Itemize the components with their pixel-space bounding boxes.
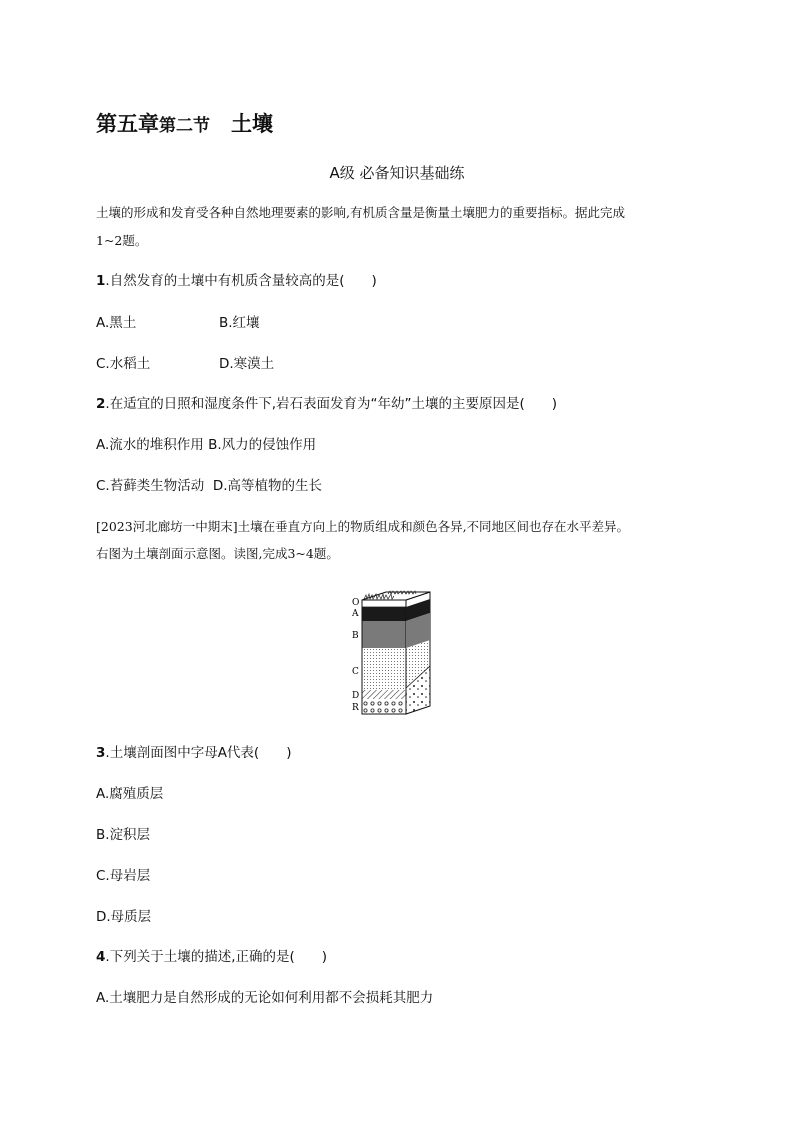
page-title <box>96 108 273 138</box>
q1-text: .自然发育的土壤中有机质含量较高的是( ) <box>105 273 377 289</box>
q3-text: .土壤剖面图中字母A代表( ) <box>105 745 292 761</box>
q3-option-d: D.母质层 <box>96 909 152 925</box>
q2-option-b: B.风力的侵蚀作用 <box>208 437 317 453</box>
q1-option-row1 <box>96 314 260 332</box>
q2-number: 2 <box>96 396 106 412</box>
q4-option-a: A.土壤肥力是自然形成的无论如何利用都不会损耗其肥力 <box>96 990 434 1006</box>
layer-c-band <box>362 648 406 690</box>
q3-number: 3 <box>96 745 106 761</box>
intro2-line2: 右图为土壤剖面示意图。读图,完成3~4题。 <box>96 546 339 561</box>
q2-stem <box>96 395 557 413</box>
q1-option-d: D.寒漠土 <box>219 356 275 372</box>
soil-profile-figure <box>348 588 448 718</box>
q1-option-row2 <box>96 355 275 373</box>
layer-label-d: D <box>352 691 360 701</box>
q2-option-c: C.苔藓类生物活动 <box>96 478 205 494</box>
layer-label-o: O <box>352 598 360 608</box>
q2-option-row1 <box>96 436 316 454</box>
q3-option-c: C.母岩层 <box>96 868 151 884</box>
layer-label-c: C <box>352 667 359 677</box>
q1-option-a: A.黑土 <box>96 315 137 331</box>
intro1-line2: 1~2题。 <box>96 233 148 248</box>
layer-label-a: A <box>352 609 359 619</box>
q4-text: .下列关于土壤的描述,正确的是( ) <box>105 949 328 965</box>
section-label: 第二节 <box>159 116 210 136</box>
level-heading: A级 必备知识基础练 <box>329 164 465 182</box>
chapter-label: 第五章 <box>96 112 159 136</box>
q3-option-b: B.淀积层 <box>96 827 151 843</box>
q1-number: 1 <box>96 273 106 289</box>
q1-option-b: B.红壤 <box>219 315 260 331</box>
intro1-line1: 土壤的形成和发育受各种自然地理要素的影响,有机质含量是衡量土壤肥力的重要指标。据此完成 <box>96 205 625 220</box>
layer-label-b: B <box>352 631 359 641</box>
q4-number: 4 <box>96 949 106 965</box>
q2-option-row2 <box>96 477 322 495</box>
q2-text: .在适宜的日照和湿度条件下,岩石表面发育为“年幼”土壤的主要原因是( ) <box>105 396 558 412</box>
topic-label: 土壤 <box>231 112 273 136</box>
q1-stem <box>96 272 377 290</box>
q3-stem <box>96 744 291 762</box>
layer-d-band <box>362 690 406 699</box>
q4-stem <box>96 948 327 966</box>
layer-o-band <box>362 600 406 607</box>
q2-option-a: A.流水的堆积作用 <box>96 437 204 453</box>
layer-b-band <box>362 621 406 648</box>
layer-label-r: R <box>352 703 359 713</box>
layer-a-band <box>362 607 406 621</box>
q3-option-a: A.腐殖质层 <box>96 786 164 802</box>
q1-option-c: C.水稻土 <box>96 356 151 372</box>
intro2-line1: [2023河北廊坊一中期末]土壤在垂直方向上的物质组成和颜色各异,不同地区间也存在水平差异。 <box>96 519 630 534</box>
layer-r-band <box>362 699 406 714</box>
q2-option-d: D.高等植物的生长 <box>212 478 322 494</box>
soil-profile-diagram <box>348 588 448 718</box>
